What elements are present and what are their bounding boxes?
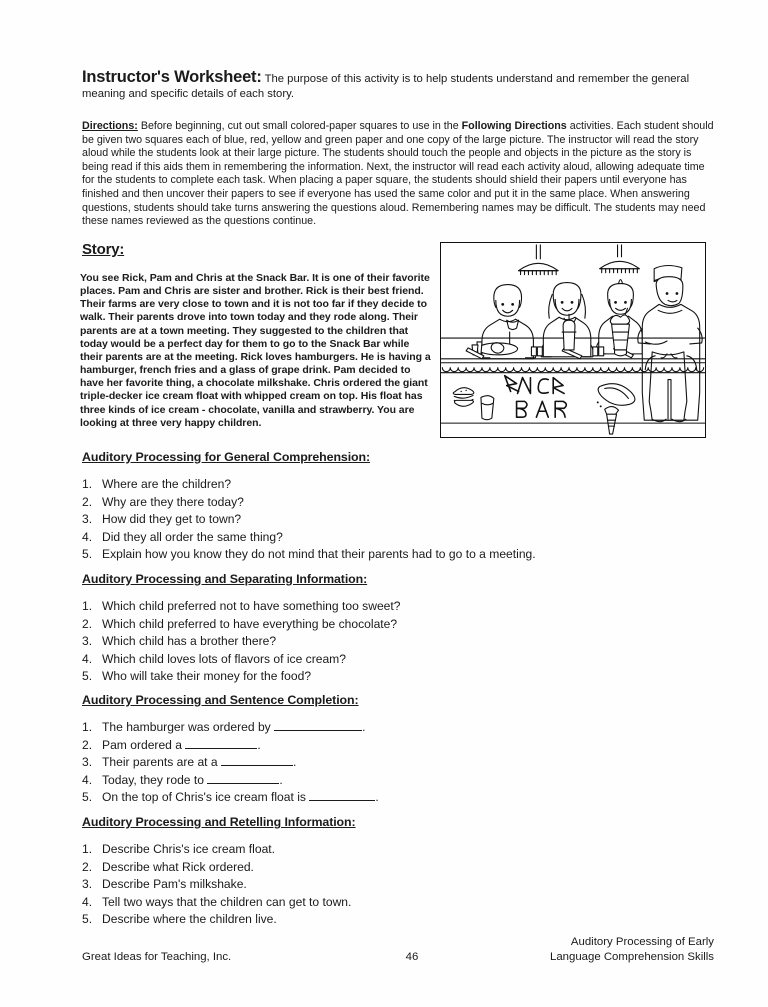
item-number: 4. [82, 651, 93, 666]
item-number: 1. [82, 599, 93, 613]
list-item [82, 494, 702, 512]
fill-in-blank[interactable] [221, 765, 293, 766]
section-retelling-information [82, 815, 702, 929]
server-figure [638, 265, 702, 421]
list-item [82, 668, 702, 686]
list-item [82, 772, 702, 790]
item-number: 3. [82, 512, 93, 527]
item-text: Describe Chris's ice cream float. [102, 842, 276, 856]
snack-bar-illustration [440, 242, 706, 438]
item-number: 5. [82, 912, 93, 927]
sentence-suffix: . [293, 755, 297, 770]
list-item [82, 511, 702, 529]
item-text: Which child preferred not to have something too sweet? [102, 599, 401, 613]
item-number: 2. [82, 737, 93, 752]
directions-paragraph [82, 120, 714, 229]
question-list [82, 841, 702, 929]
lamp-icon-left [519, 245, 559, 275]
section-general-comprehension [82, 450, 702, 564]
list-item [82, 894, 702, 912]
item-text: Who will take their money for the food? [102, 669, 312, 684]
item-number: 5. [82, 547, 93, 562]
list-item [82, 651, 702, 669]
item-number: 2. [82, 616, 93, 631]
section-heading: Auditory Processing for General Comprehension: [82, 450, 371, 464]
item-number: 2. [82, 859, 93, 874]
section-heading: Auditory Processing and Retelling Information: [82, 815, 356, 829]
item-text: Which child has a brother there? [102, 634, 277, 649]
story-text: You see Rick, Pam and Chris at the Snack Bar. It is one of their favorite places. Pam and Chris are sister and brother. Rick is their best friend. Their farms are very close to town and it is not too far if they decide to walk. Their parents drove into town today and they rode along. Their parents are at a town meeting. They suggested to the children that today would be a perfect day for them to go to the Snack Bar while their parents are at the meeting. Rick loves hamburgers. He is having a hamburger, french fries and a glass of grape drink. Pam decided to have her favorite thing, a chocolate milkshake. Chris ordered the giant triple-decker ice cream float with whipped cream on top. His float has three kinds of ice cream - chocolate, vanilla and strawberry. You are looking at three very happy children. [80, 272, 431, 429]
item-text [102, 754, 702, 772]
ice-cream-cone-icon [597, 401, 619, 434]
item-text: Where are the children? [102, 477, 232, 491]
section-heading: Auditory Processing and Sentence Completion: [82, 693, 359, 707]
list-item [82, 841, 702, 859]
sentence-prefix: Their parents are at a [102, 755, 218, 770]
list-item [82, 616, 702, 634]
sentence-suffix: . [362, 720, 366, 734]
list-item [82, 876, 702, 894]
fill-in-blank[interactable] [274, 730, 362, 731]
item-text [102, 789, 702, 807]
directions-part-1: Before beginning, cut out small colored-paper squares to use in the [140, 120, 459, 132]
item-number: 3. [82, 877, 93, 892]
snack-bar-sign [505, 376, 567, 418]
list-item [82, 754, 702, 772]
list-item [82, 529, 702, 547]
worksheet-intro [82, 70, 714, 101]
list-item [82, 476, 702, 494]
story-heading: Story: [82, 241, 125, 258]
page-footer [82, 936, 714, 965]
item-text: Which child preferred to have everything be chocolate? [102, 616, 398, 631]
section-separating-information [82, 572, 702, 686]
intro-text: The purpose of this activity is to help students understand and remember the general meaning and specific details of each story. [82, 73, 690, 100]
fill-in-blank[interactable] [207, 783, 279, 784]
item-number: 3. [82, 755, 93, 770]
item-number: 4. [82, 894, 93, 909]
sentence-prefix: On the top of Chris's ice cream float is [102, 790, 306, 805]
list-item [82, 719, 702, 737]
footer-series-line-2: Language Comprehension Skills [549, 951, 714, 963]
item-number: 4. [82, 772, 93, 787]
item-text: Tell two ways that the children can get to town. [102, 894, 352, 909]
item-number: 1. [82, 477, 93, 491]
item-text: Describe Pam's milkshake. [102, 877, 247, 892]
list-item [82, 859, 702, 877]
item-text: Explain how you know they do not mind that their parents had to go to a meeting. [102, 547, 536, 562]
item-text: Did they all order the same thing? [102, 529, 283, 544]
item-text: Describe where the children live. [102, 912, 277, 927]
sentence-suffix: . [279, 772, 283, 787]
item-text [102, 772, 702, 790]
question-list [82, 719, 702, 807]
item-text [102, 719, 702, 737]
item-text: Why are they there today? [102, 494, 244, 509]
item-number: 4. [82, 529, 93, 544]
list-item [82, 911, 702, 929]
item-number: 1. [82, 720, 93, 734]
directions-part-2: activities. Each student should be given two squares each of blue, red, yellow and green paper and one copy of the large picture. The instructor will read the story aloud while the students look at their large picture. The students should touch the people and objects in the picture as the story is being read if this aids them in remembering the information. Next, the instructor will read each activity aloud, allowing adequate time for the students to complete each task. When placing a paper square, the students should shield their papers until everyone has finished and then uncover their papers to see if everyone has used the same color and put it in the same place. When answering questions, students should take turns answering the questions aloud. Remembering names may be difficult. The students may need these names reviewed as the questions continue. [82, 120, 714, 228]
list-item [82, 789, 702, 807]
page-number: 46 [405, 951, 419, 963]
item-number: 5. [82, 669, 93, 684]
drink-cup-icon [481, 396, 494, 420]
fill-in-blank[interactable] [309, 800, 375, 801]
list-item [82, 737, 702, 755]
page-title: Instructor's Worksheet: [82, 68, 262, 86]
list-item [82, 598, 702, 616]
footer-series-title [442, 935, 714, 965]
footer-series-line-1: Auditory Processing of Early [570, 936, 714, 948]
sentence-prefix: Today, they rode to [102, 772, 204, 787]
list-item [82, 546, 702, 564]
hamburger-icon [453, 388, 474, 407]
footer-publisher: Great Ideas for Teaching, Inc. [82, 951, 232, 963]
sentence-suffix: . [375, 790, 379, 805]
item-number: 2. [82, 494, 93, 509]
section-sentence-completion [82, 693, 702, 807]
directions-label: Directions: [82, 120, 138, 132]
sentence-prefix: Pam ordered a [102, 737, 182, 752]
item-text: Which child loves lots of flavors of ice cream? [102, 651, 346, 666]
directions-bold-phrase: Following Directions [461, 120, 567, 132]
section-heading: Auditory Processing and Separating Information: [82, 572, 368, 586]
question-list [82, 476, 702, 564]
sentence-prefix: The hamburger was ordered by [102, 720, 271, 734]
fill-in-blank[interactable] [185, 748, 257, 749]
sentence-suffix: . [257, 737, 261, 752]
item-text: How did they get to town? [102, 512, 242, 527]
item-text: Describe what Rick ordered. [102, 859, 254, 874]
hot-dog-icon [598, 384, 635, 406]
item-number: 5. [82, 790, 93, 805]
list-item [82, 633, 702, 651]
lamp-icon-right [600, 245, 640, 273]
item-number: 3. [82, 634, 93, 649]
item-number: 1. [82, 842, 93, 856]
question-list [82, 598, 702, 686]
item-text [102, 737, 702, 755]
